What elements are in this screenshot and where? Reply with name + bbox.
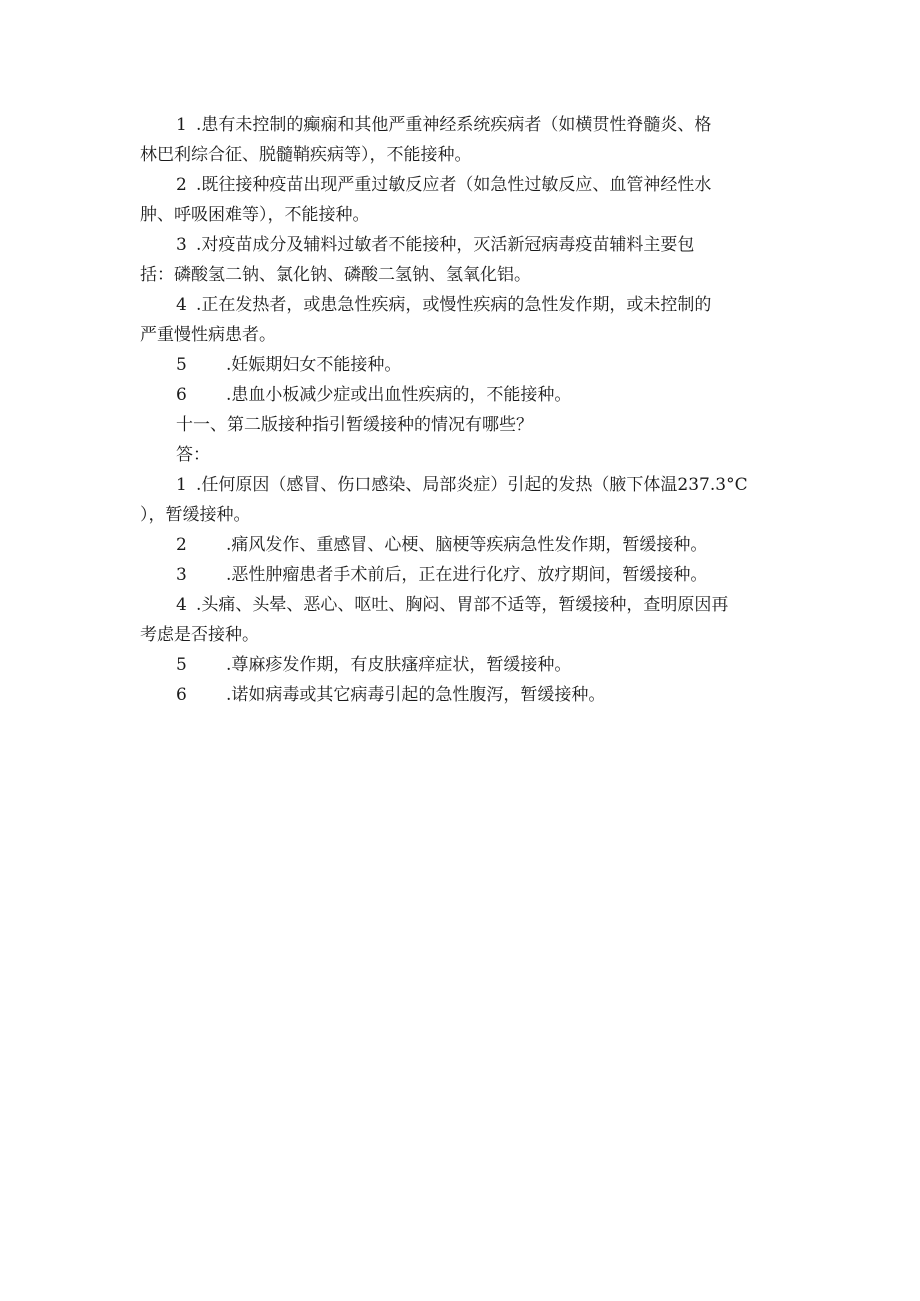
list-item — [140, 590, 795, 650]
list-item-text: .头痛、头晕、恶心、呕吐、胸闷、胃部不适等，暂缓接种，查明原因再 — [196, 595, 729, 615]
list-item-line: 林巴利综合征、脱髓鞘疾病等），不能接种。 — [140, 145, 472, 165]
list-item-number: 3 — [176, 565, 187, 585]
list-item-line — [140, 110, 795, 140]
list-item-line — [140, 170, 795, 200]
list-item — [140, 230, 795, 290]
list-item — [140, 680, 795, 710]
list-item-line: 严重慢性病患者。 — [140, 325, 276, 345]
section-heading: 十一、第二版接种指引暂缓接种的情况有哪些？ — [176, 415, 533, 435]
list-item-number: 5 — [176, 655, 187, 675]
list-item — [140, 290, 795, 350]
list-item-number: 3 — [176, 235, 187, 255]
list-item-line — [140, 560, 795, 590]
list-item — [140, 560, 795, 590]
list-item-number: 4 — [176, 595, 187, 615]
list-item-text: .任何原因（感冒、伤口感染、局部炎症）引起的发热（腋下体温237.3°C — [196, 475, 748, 495]
list-item-number: 2 — [176, 535, 187, 555]
list-item-number: 4 — [176, 295, 187, 315]
list-item-text: .痛风发作、重感冒、心梗、脑梗等疾病急性发作期，暂缓接种。 — [226, 535, 708, 555]
list-item-text: .患血小板减少症或出血性疾病的，不能接种。 — [226, 385, 572, 405]
list-item-text: .妊娠期妇女不能接种。 — [226, 355, 402, 375]
contraindication-list — [140, 110, 795, 410]
list-item-line — [140, 350, 795, 380]
list-item — [140, 650, 795, 680]
deferral-list — [140, 470, 795, 710]
list-item-line — [140, 230, 795, 260]
list-item — [140, 110, 795, 170]
list-item-line: 肿、呼吸困难等），不能接种。 — [140, 205, 370, 225]
document-body — [140, 110, 795, 710]
list-item-number: 6 — [176, 385, 187, 405]
list-item — [140, 470, 795, 530]
list-item-text: .既往接种疫苗出现严重过敏反应者（如急性过敏反应、血管神经性水 — [196, 175, 712, 195]
list-item-line: 考虑是否接种。 — [140, 625, 259, 645]
list-item-line — [140, 650, 795, 680]
list-item — [140, 350, 795, 380]
list-item-line — [140, 590, 795, 620]
answer-label: 答： — [176, 445, 210, 465]
list-item-number: 6 — [176, 685, 187, 705]
list-item-text: .正在发热者，或患急性疾病，或慢性疾病的急性发作期，或未控制的 — [196, 295, 712, 315]
list-item-text: .尊麻疹发作期，有皮肤瘙痒症状，暂缓接种。 — [226, 655, 572, 675]
list-item-number: 2 — [176, 175, 187, 195]
list-item-line — [140, 290, 795, 320]
list-item-line — [140, 470, 795, 500]
list-item-number: 1 — [176, 115, 187, 135]
list-item-line — [140, 680, 795, 710]
list-item-line: ），暂缓接种。 — [140, 505, 251, 525]
list-item — [140, 380, 795, 410]
question-block — [140, 410, 795, 470]
list-item-text: .恶性肿瘤患者手术前后，正在进行化疗、放疗期间，暂缓接种。 — [226, 565, 708, 585]
list-item-line — [140, 530, 795, 560]
list-item — [140, 530, 795, 560]
list-item-text: .对疫苗成分及辅料过敏者不能接种，灭活新冠病毒疫苗辅料主要包 — [196, 235, 695, 255]
list-item-line: 括：磷酸氢二钠、氯化钠、磷酸二氢钠、氢氧化铝。 — [140, 265, 531, 285]
list-item-number: 5 — [176, 355, 187, 375]
list-item-number: 1 — [176, 475, 187, 495]
list-item-line — [140, 380, 795, 410]
list-item-text: .诺如病毒或其它病毒引起的急性腹泻，暂缓接种。 — [226, 685, 606, 705]
list-item-text: .患有未控制的癫痫和其他严重神经系统疾病者（如横贯性脊髓炎、格 — [196, 115, 712, 135]
list-item — [140, 170, 795, 230]
